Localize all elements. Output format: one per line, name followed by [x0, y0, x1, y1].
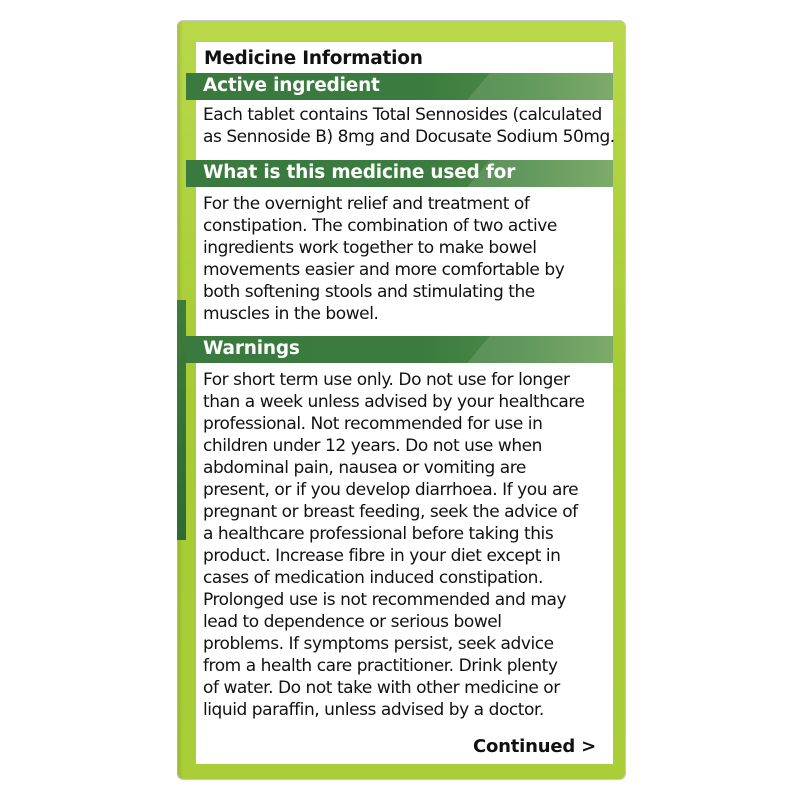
body-line: For the overnight relief and treatment of — [203, 194, 530, 214]
section-header-warnings — [186, 336, 613, 363]
body-line: of water. Do not take with other medicine or — [203, 678, 560, 698]
body-line: than a week unless advised by your healthcare — [203, 392, 585, 412]
continued-label: Continued > — [472, 736, 596, 757]
body-line: muscles in the bowel. — [203, 304, 379, 324]
body-line: abdominal pain, nausea or vomiting are — [203, 458, 526, 478]
body-line: cases of medication induced constipation. — [203, 568, 543, 588]
body-line: from a health care practitioner. Drink plenty — [203, 656, 558, 676]
body-line: a healthcare professional before taking this — [203, 524, 554, 544]
body-line: movements easier and more comfortable by — [203, 260, 565, 280]
body-line: present, or if you develop diarrhoea. If you are — [203, 480, 579, 500]
body-line: liquid paraffin, unless advised by a doctor. — [203, 700, 544, 720]
body-line: Prolonged use is not recommended and may — [203, 590, 567, 610]
body-line: professional. Not recommended for use in — [203, 414, 543, 434]
section-body-warnings — [203, 369, 603, 721]
section-heading: Warnings — [203, 338, 300, 359]
body-line: both softening stools and stimulating the — [203, 282, 535, 302]
body-line: lead to dependence or serious bowel — [203, 612, 502, 632]
body-line: problems. If symptoms persist, seek advice — [203, 634, 554, 654]
section-header-active-ingredient — [186, 73, 613, 100]
body-line: constipation. The combination of two active — [203, 216, 557, 236]
body-line: pregnant or breast feeding, seek the advice of — [203, 502, 578, 522]
medicine-information-panel — [196, 42, 613, 764]
body-line: For short term use only. Do not use for longer — [203, 370, 570, 390]
section-body-usage — [203, 193, 603, 325]
body-line: product. Increase fibre in your diet except in — [203, 546, 561, 566]
body-line: Each tablet contains Total Sennosides (calculated — [203, 105, 602, 125]
body-line: as Sennoside B) 8mg and Docusate Sodium 50mg. — [203, 127, 615, 147]
body-line: children under 12 years. Do not use when — [203, 436, 542, 456]
section-body-active-ingredient — [203, 104, 615, 148]
section-heading: What is this medicine used for — [203, 162, 516, 183]
section-header-usage — [186, 160, 613, 187]
body-line: ingredients work together to make bowel — [203, 238, 537, 258]
pack-side-stripe — [177, 300, 186, 540]
section-heading: Active ingredient — [203, 75, 380, 96]
panel-title: Medicine Information — [204, 48, 423, 69]
